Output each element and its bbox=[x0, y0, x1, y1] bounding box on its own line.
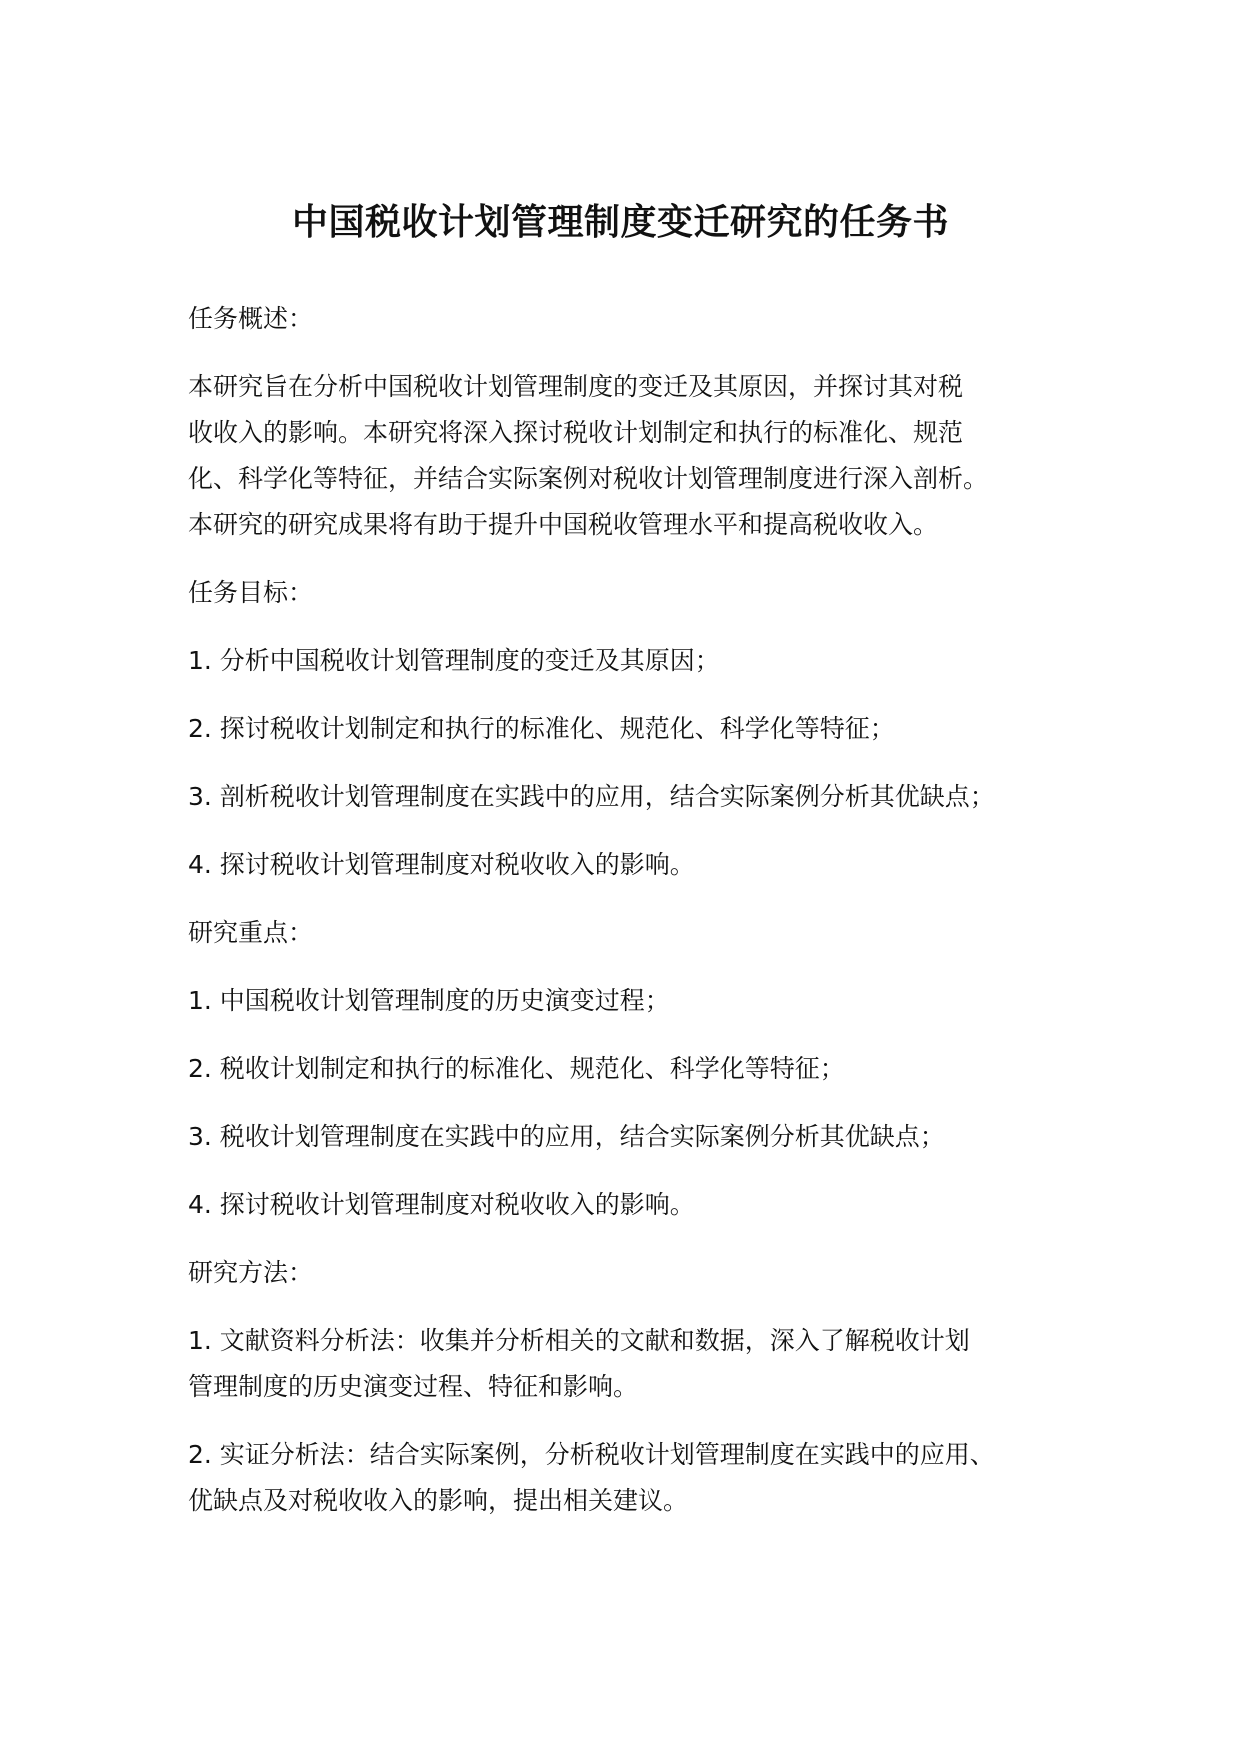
objective-item: 2. 探讨税收计划制定和执行的标准化、规范化、科学化等特征； bbox=[188, 714, 895, 743]
method-item bbox=[188, 1318, 1093, 1410]
method-line: 优缺点及对税收收入的影响，提出相关建议。 bbox=[188, 1486, 689, 1515]
section-heading-overview: 任务概述： bbox=[188, 304, 314, 333]
method-line: 管理制度的历史演变过程、特征和影响。 bbox=[188, 1372, 639, 1401]
section-heading-objectives: 任务目标： bbox=[188, 578, 314, 607]
objective-item: 3. 剖析税收计划管理制度在实践中的应用，结合实际案例分析其优缺点； bbox=[188, 782, 995, 811]
overview-line: 本研究旨在分析中国税收计划管理制度的变迁及其原因，并探讨其对税 bbox=[188, 372, 964, 401]
objective-item: 1. 分析中国税收计划管理制度的变迁及其原因； bbox=[188, 646, 720, 675]
overview-line: 化、科学化等特征，并结合实际案例对税收计划管理制度进行深入剖析。 bbox=[188, 464, 989, 493]
method-item bbox=[188, 1432, 1093, 1524]
document-title: 中国税收计划管理制度变迁研究的任务书 bbox=[291, 202, 949, 244]
section-heading-focus: 研究重点： bbox=[188, 918, 314, 947]
focus-item: 4. 探讨税收计划管理制度对税收收入的影响。 bbox=[188, 1190, 695, 1219]
section-heading-methods: 研究方法： bbox=[188, 1258, 314, 1287]
focus-item: 2. 税收计划制定和执行的标准化、规范化、科学化等特征； bbox=[188, 1054, 845, 1083]
focus-item: 3. 税收计划管理制度在实践中的应用，结合实际案例分析其优缺点； bbox=[188, 1122, 945, 1151]
overview-line: 收收入的影响。本研究将深入探讨税收计划制定和执行的标准化、规范 bbox=[188, 418, 964, 447]
method-line: 2. 实证分析法：结合实际案例，分析税收计划管理制度在实践中的应用、 bbox=[188, 1440, 995, 1469]
objective-item: 4. 探讨税收计划管理制度对税收收入的影响。 bbox=[188, 850, 695, 879]
overview-paragraph bbox=[188, 364, 1093, 548]
overview-line: 本研究的研究成果将有助于提升中国税收管理水平和提高税收收入。 bbox=[188, 510, 939, 539]
method-line: 1. 文献资料分析法：收集并分析相关的文献和数据，深入了解税收计划 bbox=[188, 1326, 970, 1355]
document-body bbox=[188, 296, 1093, 1546]
focus-item: 1. 中国税收计划管理制度的历史演变过程； bbox=[188, 986, 670, 1015]
